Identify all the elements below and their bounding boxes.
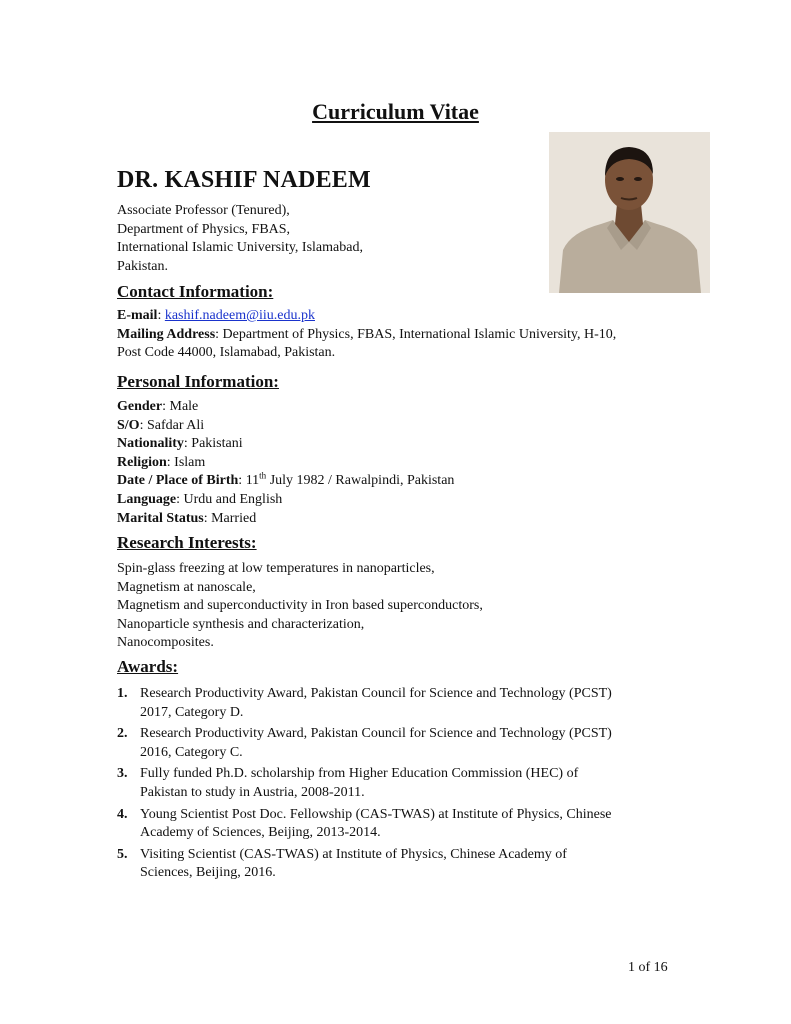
email-label: E-mail [117,308,158,323]
nationality-value: Pakistani [191,436,243,452]
award-number: 2. [117,726,128,742]
personal-heading: Personal Information: [117,372,279,391]
award-number: 5. [117,846,128,862]
award-item [117,725,612,762]
mailing-address: Department of Physics, FBAS, International Islamic University, H-10, [222,326,617,342]
position-line: Associate Professor (Tenured), [117,203,290,218]
research-item: Nanocomposites. [117,635,214,651]
so-label: S/O [117,417,140,433]
award-text: 2017, Category D. [140,704,244,720]
award-number: 1. [117,686,128,701]
awards-list [117,685,612,886]
mailing-row: Mailing Address: Department of Physics, FBAS, International Islamic University, H-10, [117,326,617,342]
gender-label: Gender [117,399,163,414]
position-line: International Islamic University, Islamabad, [117,240,363,256]
contact-block [117,307,616,363]
religion-row: Religion: Islam [117,454,206,470]
research-item: Spin-glass freezing at low temperatures in nanoparticles, [117,561,435,576]
award-text: Young Scientist Post Doc. Fellowship (CAS-TWAS) at Institute of Physics, Chinese [140,806,612,822]
award-item [117,685,612,722]
research-heading: Research Interests: [117,533,257,552]
award-text: Research Productivity Award, Pakistan Council for Science and Technology (PCST) [140,686,612,701]
so-value: Safdar Ali [146,417,205,433]
profile-photo [549,132,710,293]
award-number: 3. [117,766,128,782]
position-block [117,202,363,276]
award-text: Sciences, Beijing, 2016. [140,865,276,881]
research-block [117,560,483,653]
so-row: S/O: Safdar Ali [117,417,205,433]
contact-heading: Contact Information: [117,282,274,301]
award-text: Research Productivity Award, Pakistan Council for Science and Technology (PCST) [140,726,612,742]
award-item [117,846,612,883]
nationality-label: Nationality [117,436,184,452]
award-number: 4. [117,806,128,822]
language-label: Language [117,491,177,507]
award-text: Pakistan to study in Austria, 2008-2011. [140,784,365,800]
dob-label: Date / Place of Birth [117,473,239,489]
dob-rest: July 1982 / Rawalpindi, Pakistan [269,473,455,489]
position-line: Department of Physics, FBAS, [117,221,291,237]
research-item: Nanoparticle synthesis and characterization, [117,616,365,632]
position-line: Pakistan. [117,258,168,274]
mailing-address-line2: Post Code 44000, Islamabad, Pakistan. [117,345,336,361]
religion-label: Religion [117,454,167,470]
person-name: DR. KASHIF NADEEM [117,167,371,193]
award-text: Fully funded Ph.D. scholarship from Higher Education Commission (HEC) of [140,766,579,782]
marital-value: Married [211,510,257,526]
research-item: Magnetism and superconductivity in Iron based superconductors, [117,598,483,614]
mailing-label: Mailing Address [117,326,216,342]
document-title: Curriculum Vitae [312,99,479,124]
marital-row: Marital Status: Married [117,510,257,526]
awards-heading: Awards: [117,657,179,676]
email-link[interactable]: kashif.nadeem@iiu.edu.pk [164,308,315,323]
gender-row: Gender: Male [117,399,199,414]
award-item [117,765,612,802]
page-number: 1 of 16 [628,960,668,975]
religion-value: Islam [174,454,206,470]
award-text: Visiting Scientist (CAS-TWAS) at Institute of Physics, Chinese Academy of [140,846,567,862]
dob-day: 11 [245,473,260,489]
marital-label: Marital Status [117,510,204,526]
email-row: E-mail: kashif.nadeem@iiu.edu.pk [117,308,315,323]
personal-block [117,398,454,528]
award-text: Academy of Sciences, Beijing, 2013-2014. [140,825,381,841]
gender-value: Male [169,399,199,414]
award-text: 2016, Category C. [140,744,243,760]
language-row: Language: Urdu and English [117,491,283,507]
dob-row: Date / Place of Birth: 11th July 1982 / Rawalpindi, Pakistan [117,470,455,489]
award-item [117,806,612,843]
nationality-row: Nationality: Pakistani [117,436,243,452]
research-item: Magnetism at nanoscale, [117,579,256,595]
language-value: Urdu and English [183,491,283,507]
dob-suffix: th [259,470,267,481]
